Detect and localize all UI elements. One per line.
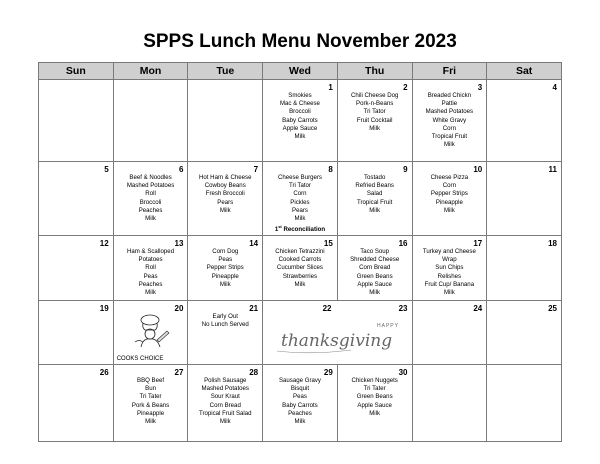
menu-item: Sour Kraut bbox=[210, 393, 240, 401]
weekday-header: Sat bbox=[487, 63, 562, 80]
day-number: 28 bbox=[249, 368, 259, 377]
menu-item: Taco Soup bbox=[360, 248, 390, 255]
day-cell-body bbox=[263, 301, 411, 364]
menu-items bbox=[263, 377, 337, 426]
day-number: 5 bbox=[104, 165, 109, 174]
menu-item: Milk bbox=[294, 280, 306, 288]
day-cell bbox=[188, 162, 263, 236]
day-number: 3 bbox=[477, 83, 483, 92]
menu-item: Milk bbox=[219, 418, 231, 426]
menu-item: Pepper Strips bbox=[206, 264, 244, 272]
menu-items bbox=[263, 92, 337, 141]
menu-items bbox=[263, 248, 337, 289]
day-cell bbox=[487, 80, 562, 162]
day-cell-body bbox=[114, 80, 188, 161]
weekday-header: Sun bbox=[39, 63, 114, 80]
day-cell bbox=[113, 365, 188, 442]
day-number: 12 bbox=[99, 239, 109, 248]
menu-item: Tostado bbox=[363, 174, 386, 181]
day-cell-body bbox=[487, 365, 561, 441]
weekday-header: Tue bbox=[188, 63, 263, 80]
menu-item: Milk bbox=[369, 206, 381, 214]
menu-item: Pork-n-Beans bbox=[356, 100, 394, 108]
day-number: 18 bbox=[548, 239, 557, 248]
menu-item: Peas bbox=[143, 272, 158, 280]
menu-item: Hot Ham & Cheese bbox=[199, 174, 252, 181]
day-cell bbox=[39, 365, 114, 442]
reconciliation-number: 1 bbox=[274, 226, 279, 234]
day-number: 17 bbox=[473, 239, 483, 248]
day-cell-body bbox=[413, 80, 487, 161]
menu-item: Chicken Tetrazzini bbox=[275, 248, 325, 255]
day-cell bbox=[337, 365, 412, 442]
day-cell-body bbox=[413, 301, 487, 364]
day-cell bbox=[113, 236, 188, 301]
week-row bbox=[39, 365, 562, 442]
day-number: 23 bbox=[398, 304, 408, 313]
menu-item: Peaches bbox=[288, 409, 312, 417]
menu-item: Smokies bbox=[288, 92, 312, 99]
menu-items bbox=[188, 248, 262, 289]
day-number: 1 bbox=[328, 83, 333, 92]
menu-item: Apple Sauce bbox=[282, 124, 318, 132]
menu-item: Mashed Potatoes bbox=[425, 108, 474, 116]
menu-item: Cooked Carrots bbox=[278, 256, 322, 264]
day-cell bbox=[487, 365, 562, 442]
menu-item: Mac & Cheese bbox=[279, 100, 320, 108]
menu-item: Pineapple bbox=[435, 198, 463, 206]
day-cell bbox=[113, 80, 188, 162]
day-cell-body bbox=[39, 236, 113, 300]
happy-text: HAPPY bbox=[377, 323, 400, 329]
menu-items bbox=[338, 174, 412, 215]
day-cell bbox=[412, 236, 487, 301]
day-cell-body bbox=[39, 365, 113, 441]
day-cell-body bbox=[338, 236, 412, 300]
thanksgiving-text: thanksgiving bbox=[281, 331, 393, 351]
day-cell-body bbox=[263, 80, 337, 161]
menu-item: Beef & Noodles bbox=[129, 174, 172, 181]
week-row bbox=[39, 80, 562, 162]
menu-item: Bisquit bbox=[290, 385, 310, 393]
day-cell-body bbox=[114, 301, 188, 364]
menu-items bbox=[114, 174, 188, 223]
menu-item: Tropical Fruit Salad bbox=[198, 409, 252, 417]
menu-item: Wrap bbox=[442, 256, 457, 264]
menu-item: Polish Sausage bbox=[204, 377, 247, 384]
weekday-header: Wed bbox=[263, 63, 338, 80]
week-row bbox=[39, 301, 562, 365]
day-number: 27 bbox=[174, 368, 184, 377]
day-cell-body bbox=[39, 301, 113, 364]
day-cell-body bbox=[188, 301, 262, 364]
menu-item: Roll bbox=[145, 190, 156, 198]
day-cell-body bbox=[487, 236, 561, 300]
menu-item: Milk bbox=[294, 133, 306, 141]
day-cell-body bbox=[39, 80, 113, 161]
menu-items bbox=[188, 174, 262, 215]
menu-item: Sun Chips bbox=[435, 264, 464, 272]
day-cell bbox=[487, 236, 562, 301]
page-title: SPPS Lunch Menu November 2023 bbox=[143, 31, 457, 52]
day-cell-body bbox=[338, 80, 412, 161]
menu-item: Corn Dog bbox=[212, 248, 239, 255]
day-cell-body bbox=[413, 162, 487, 235]
day-number: 10 bbox=[473, 165, 483, 174]
menu-item: Tri Tator bbox=[363, 108, 386, 116]
day-number: 6 bbox=[178, 165, 184, 174]
day-cell-body bbox=[487, 162, 561, 235]
menu-item: Mashed Potatoes bbox=[201, 385, 249, 393]
menu-item: Peas bbox=[218, 256, 233, 264]
day-number: 13 bbox=[174, 239, 184, 248]
day-cell bbox=[188, 236, 263, 301]
menu-item: Shredded Cheese bbox=[350, 256, 400, 264]
day-cell-body bbox=[413, 236, 487, 300]
menu-items bbox=[413, 174, 487, 215]
day-number: 4 bbox=[552, 83, 557, 92]
menu-item: Milk bbox=[145, 418, 156, 426]
menu-items bbox=[338, 248, 412, 297]
menu-item: Cheese Pizza bbox=[430, 174, 469, 181]
chef-icon bbox=[130, 314, 172, 348]
menu-item: Fresh Broccoli bbox=[205, 190, 245, 198]
menu-item: Strawberries bbox=[282, 272, 318, 280]
reconciliation-suffix: st bbox=[278, 224, 282, 230]
menu-item: Potatoes bbox=[138, 256, 163, 264]
menu-item: Broccoli bbox=[289, 108, 311, 116]
menu-items bbox=[413, 92, 487, 149]
menu-item: Peaches bbox=[138, 280, 163, 288]
day-cell bbox=[337, 80, 412, 162]
day-cell bbox=[412, 301, 487, 365]
menu-item: Broccoli bbox=[139, 198, 162, 206]
menu-item: Milk bbox=[219, 206, 231, 214]
day-number: 22 bbox=[322, 304, 332, 313]
menu-item: Fruit Cup/ Banana bbox=[424, 280, 475, 288]
menu-item: Relishes bbox=[437, 272, 462, 280]
menu-items bbox=[188, 313, 262, 329]
menu-item: Pineapple bbox=[211, 272, 239, 280]
menu-item: Mashed Potatoes bbox=[126, 182, 175, 190]
day-number: 2 bbox=[403, 83, 408, 92]
menu-item: Pepper Strips bbox=[430, 190, 468, 198]
menu-item: Pears bbox=[217, 198, 234, 206]
day-number: 7 bbox=[253, 165, 259, 174]
thanksgiving-banner bbox=[271, 319, 411, 357]
menu-item: Milk bbox=[369, 124, 381, 132]
day-cell bbox=[39, 301, 114, 365]
day-number: 9 bbox=[403, 165, 408, 174]
menu-item: Bun bbox=[145, 385, 156, 393]
menu-item: Turkey and Cheese bbox=[422, 248, 476, 255]
menu-item: Pork & Beans bbox=[131, 401, 170, 409]
reconciliation-note bbox=[263, 223, 337, 234]
day-number: 19 bbox=[99, 304, 109, 313]
day-cell-body bbox=[338, 365, 412, 441]
menu-item: Pineapple bbox=[137, 409, 165, 417]
menu-item: Ham & Scalloped bbox=[127, 248, 175, 255]
menu-item: Green Beans bbox=[356, 272, 393, 280]
day-cell-body bbox=[114, 236, 188, 300]
day-cell bbox=[487, 301, 562, 365]
menu-item: Baby Carrots bbox=[282, 401, 318, 409]
day-number: 14 bbox=[249, 239, 259, 248]
menu-items bbox=[338, 377, 412, 418]
day-number: 20 bbox=[174, 304, 184, 313]
day-cell bbox=[188, 301, 263, 365]
menu-items bbox=[114, 248, 188, 297]
cooks-choice-label: COOKS CHOICE bbox=[116, 356, 164, 362]
day-cell bbox=[39, 236, 114, 301]
day-number: 21 bbox=[249, 304, 259, 313]
day-cell-body bbox=[188, 236, 262, 300]
day-number: 15 bbox=[323, 239, 333, 248]
menu-item: Tri Tater bbox=[139, 393, 162, 401]
menu-item: Cheese Burgers bbox=[277, 174, 322, 181]
day-cell-body bbox=[487, 80, 561, 161]
day-cell bbox=[263, 236, 338, 301]
menu-item: Milk bbox=[369, 289, 381, 297]
day-cell-body bbox=[188, 365, 262, 441]
day-cell bbox=[263, 365, 338, 442]
day-cell bbox=[188, 80, 263, 162]
day-number: 30 bbox=[398, 368, 408, 377]
weekday-header: Mon bbox=[113, 63, 188, 80]
day-cell-body bbox=[413, 365, 487, 441]
day-number: 24 bbox=[473, 304, 483, 313]
day-cell bbox=[113, 162, 188, 236]
day-number: 25 bbox=[548, 304, 557, 313]
menu-item: Salad bbox=[366, 190, 383, 198]
menu-item: Milk bbox=[443, 141, 455, 149]
reconciliation-label: Reconciliation bbox=[281, 226, 326, 234]
menu-item: Peas bbox=[293, 393, 307, 401]
day-cell-body bbox=[338, 162, 412, 235]
day-cell bbox=[113, 301, 188, 365]
day-cell bbox=[39, 80, 114, 162]
day-cell bbox=[263, 162, 338, 236]
day-cell bbox=[412, 162, 487, 236]
menu-item: Tropical Fruit bbox=[431, 133, 468, 141]
day-cell bbox=[337, 236, 412, 301]
menu-items bbox=[413, 248, 487, 297]
menu-item: Milk bbox=[219, 280, 231, 288]
menu-item: BBQ Beef bbox=[137, 377, 165, 384]
menu-items bbox=[338, 92, 412, 133]
day-cell-body bbox=[263, 162, 337, 235]
day-cell-body bbox=[188, 80, 262, 161]
weekday-header: Fri bbox=[412, 63, 487, 80]
day-cell bbox=[412, 365, 487, 442]
day-cell-body bbox=[263, 365, 337, 441]
menu-item: Milk bbox=[443, 289, 455, 297]
week-row bbox=[39, 236, 562, 301]
week-row bbox=[39, 162, 562, 236]
menu-item: Corn Bread bbox=[209, 401, 241, 409]
menu-item: No Lunch Served bbox=[201, 321, 249, 329]
day-cell bbox=[263, 80, 338, 162]
menu-item: Chili Cheese Dog bbox=[350, 92, 399, 99]
day-cell-body bbox=[39, 162, 113, 235]
menu-item: Apple Sauce bbox=[357, 401, 392, 409]
menu-item: Sausage Gravy bbox=[278, 377, 321, 384]
day-cell-body bbox=[114, 365, 188, 441]
menu-item: Green Beans bbox=[356, 393, 393, 401]
menu-item: Chicken Nuggets bbox=[351, 377, 398, 384]
menu-item: Tri Tater bbox=[363, 385, 386, 393]
weekday-header-row bbox=[39, 63, 562, 80]
weekday-header: Thu bbox=[337, 63, 412, 80]
day-cell-body bbox=[263, 236, 337, 300]
menu-item: Apple Sauce bbox=[357, 280, 392, 288]
menu-item: White Gravy bbox=[432, 116, 467, 124]
menu-item: Pattie bbox=[441, 100, 458, 108]
day-cell-body bbox=[188, 162, 262, 235]
menu-item: Milk bbox=[443, 206, 455, 214]
menu-item: Milk bbox=[145, 215, 156, 223]
day-number: 29 bbox=[323, 368, 333, 377]
menu-item: Peaches bbox=[138, 206, 163, 214]
menu-item: Corn bbox=[293, 190, 307, 198]
day-number: 26 bbox=[99, 368, 109, 377]
menu-item: Cowboy Beans bbox=[204, 182, 246, 190]
day-cell bbox=[412, 80, 487, 162]
day-cell bbox=[487, 162, 562, 236]
day-cell bbox=[263, 301, 412, 365]
menu-item: Milk bbox=[145, 289, 156, 297]
day-cell-body bbox=[114, 162, 188, 235]
menu-item: Fruit Cocktail bbox=[356, 116, 393, 124]
menu-item: Tri Tator bbox=[288, 182, 311, 190]
menu-item: Breaded Chickn bbox=[427, 92, 472, 99]
menu-item: Early Out bbox=[212, 313, 238, 320]
calendar-grid bbox=[38, 62, 562, 442]
day-number: 11 bbox=[548, 165, 557, 174]
day-cell bbox=[188, 365, 263, 442]
menu-item: Pickles bbox=[290, 198, 310, 206]
menu-item: Cucumber Slices bbox=[276, 264, 323, 272]
menu-item: Refried Beans bbox=[355, 182, 394, 190]
menu-item: Corn bbox=[442, 182, 456, 190]
menu-item: Roll bbox=[145, 264, 156, 272]
menu-item: Baby Carrots bbox=[282, 116, 318, 124]
menu-item: Tropical Fruit bbox=[357, 198, 393, 206]
menu-item: Pears bbox=[292, 206, 308, 214]
day-number: 16 bbox=[398, 239, 408, 248]
menu-items bbox=[188, 377, 262, 426]
menu-item: Corn bbox=[442, 124, 456, 132]
menu-item: Milk bbox=[369, 409, 381, 417]
day-cell bbox=[337, 162, 412, 236]
menu-items bbox=[114, 377, 188, 426]
menu-item: Corn Bread bbox=[359, 264, 391, 272]
day-cell-body bbox=[487, 301, 561, 364]
day-cell bbox=[39, 162, 114, 236]
day-number: 8 bbox=[328, 165, 333, 174]
menu-item: Milk bbox=[294, 215, 306, 223]
menu-item: Milk bbox=[294, 418, 306, 426]
menu-items bbox=[263, 174, 337, 234]
